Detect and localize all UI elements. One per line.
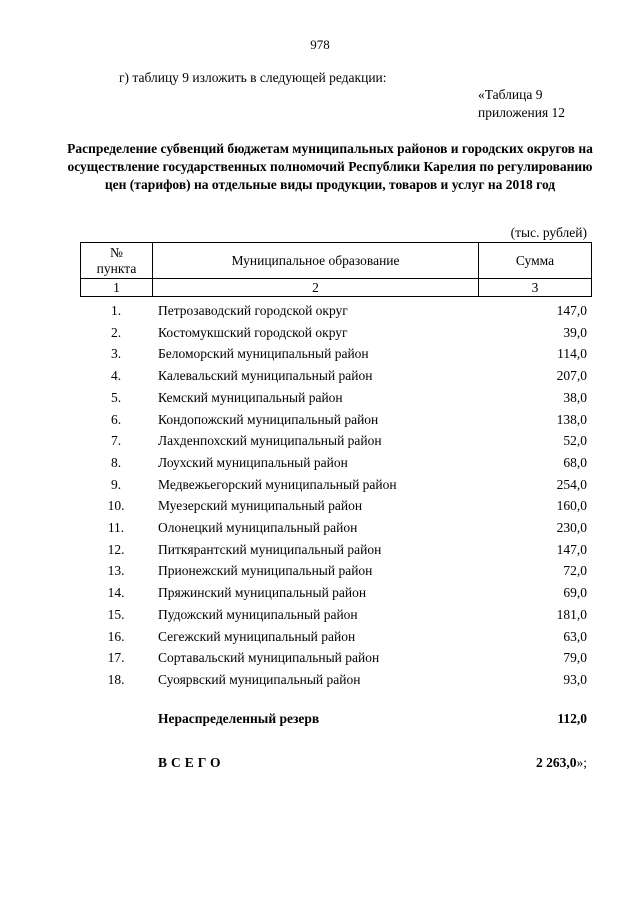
row-sum: 72,0 [563, 563, 587, 579]
row-number: 4. [110, 368, 122, 384]
table-reference [478, 86, 565, 122]
row-sum: 93,0 [563, 671, 587, 687]
table-ref-line2: приложения 12 [478, 105, 566, 120]
row-sum: 52,0 [563, 433, 587, 449]
row-name: Медвежьегорский муниципальный район [158, 476, 397, 492]
row-sum: 63,0 [563, 628, 587, 644]
table-row [0, 412, 640, 433]
row-sum: 230,0 [556, 520, 587, 535]
header-name: Муниципальное образование [231, 252, 400, 268]
row-sum: 38,0 [563, 389, 587, 405]
row-sum: 207,0 [556, 368, 587, 384]
table-row [0, 542, 640, 563]
total-sum-value: 2 263,0 [535, 755, 577, 770]
row-name: Лоухский муниципальный район [158, 454, 348, 470]
total-row [0, 755, 640, 776]
row-name: Питкярантский муниципальный район [158, 541, 382, 557]
row-name: Суоярвский муниципальный район [158, 671, 361, 687]
row-name: Олонецкий муниципальный район [158, 520, 358, 535]
table-row [0, 629, 640, 650]
row-sum: 114,0 [557, 346, 587, 362]
table-row [0, 672, 640, 693]
row-number: 9. [110, 476, 122, 492]
table-row [0, 498, 640, 519]
column-number-2: 2 [312, 279, 319, 295]
row-sum: 160,0 [556, 498, 587, 514]
reserve-row [0, 711, 640, 732]
row-number: 3. [110, 346, 122, 362]
table-row [0, 303, 640, 324]
row-name: Петрозаводский городской округ [158, 303, 348, 318]
column-number-3: 3 [531, 279, 539, 295]
row-number: 7. [110, 433, 122, 449]
row-sum: 147,0 [556, 303, 587, 318]
row-number: 11. [107, 520, 125, 535]
reserve-label: Нераспределенный резерв [158, 711, 320, 726]
row-sum: 147,0 [556, 541, 587, 557]
table-row [0, 368, 640, 389]
total-suffix: »; [576, 755, 587, 770]
row-sum: 79,0 [563, 650, 587, 666]
row-name: Прионежский муниципальный район [158, 563, 373, 579]
row-sum: 181,0 [556, 606, 587, 622]
header-sum: Сумма [515, 252, 555, 268]
table-row [0, 477, 640, 498]
row-name: Лахденпохский муниципальный район [158, 433, 382, 449]
row-name: Калевальский муниципальный район [158, 368, 373, 384]
row-sum: 254,0 [556, 476, 587, 492]
row-number: 12. [107, 541, 125, 557]
row-name: Беломорский муниципальный район [158, 346, 369, 362]
header-num-line2: пункта [96, 260, 137, 276]
table-row [0, 390, 640, 411]
row-name: Пряжинский муниципальный район [158, 585, 367, 601]
table-row [0, 455, 640, 476]
header-right-border [591, 242, 592, 297]
row-sum: 39,0 [563, 324, 587, 340]
column-number-1: 1 [113, 279, 120, 295]
row-number: 13. [107, 563, 125, 579]
row-sum: 138,0 [556, 411, 587, 427]
row-number: 5. [110, 389, 122, 405]
intro-text: г) таблицу 9 изложить в следующей редакции: [119, 70, 387, 85]
row-number: 17. [107, 650, 125, 666]
row-number: 16. [107, 628, 125, 644]
row-number: 10. [107, 498, 125, 514]
row-number: 2. [110, 324, 122, 340]
row-number: 18. [107, 671, 125, 687]
row-number: 1. [110, 303, 122, 318]
row-name: Муезерский муниципальный район [158, 498, 363, 514]
reserve-sum: 112,0 [557, 711, 587, 726]
row-number: 15. [107, 606, 125, 622]
row-name: Кемский муниципальный район [158, 389, 343, 405]
row-number: 6. [110, 411, 122, 427]
table-row [0, 585, 640, 606]
document-title: Распределение субвенций бюджетам муниципальных районов и городских округов на осуществление государственных полномочий Республики Карелия по регулированию цен (тарифов) на отдельные виды продукции, товаров и услуг на 2018 год [67, 141, 593, 192]
table-row [0, 563, 640, 584]
total-label: ВСЕГО [158, 755, 225, 770]
row-name: Сегежский муниципальный район [158, 628, 356, 644]
header-bottom-border [80, 296, 592, 297]
table-row [0, 346, 640, 367]
row-name: Пудожский муниципальный район [158, 606, 358, 622]
table-ref-line1: «Таблица 9 [478, 87, 543, 102]
table-row [0, 325, 640, 346]
row-name: Сортавальский муниципальный район [158, 650, 380, 666]
header-num-line1: № [110, 244, 123, 260]
total-sum [536, 755, 587, 771]
table-row [0, 433, 640, 454]
page-number: 978 [310, 37, 330, 52]
row-number: 8. [110, 454, 122, 470]
row-sum: 69,0 [563, 585, 587, 601]
row-sum: 68,0 [563, 454, 587, 470]
table-row [0, 607, 640, 628]
header-num [81, 243, 152, 278]
units-label: (тыс. рублей) [510, 225, 587, 240]
row-name: Костомукшский городской округ [158, 324, 348, 340]
row-number: 14. [107, 585, 125, 601]
table-row [0, 650, 640, 671]
table-row [0, 520, 640, 541]
row-name: Кондопожский муниципальный район [158, 411, 379, 427]
